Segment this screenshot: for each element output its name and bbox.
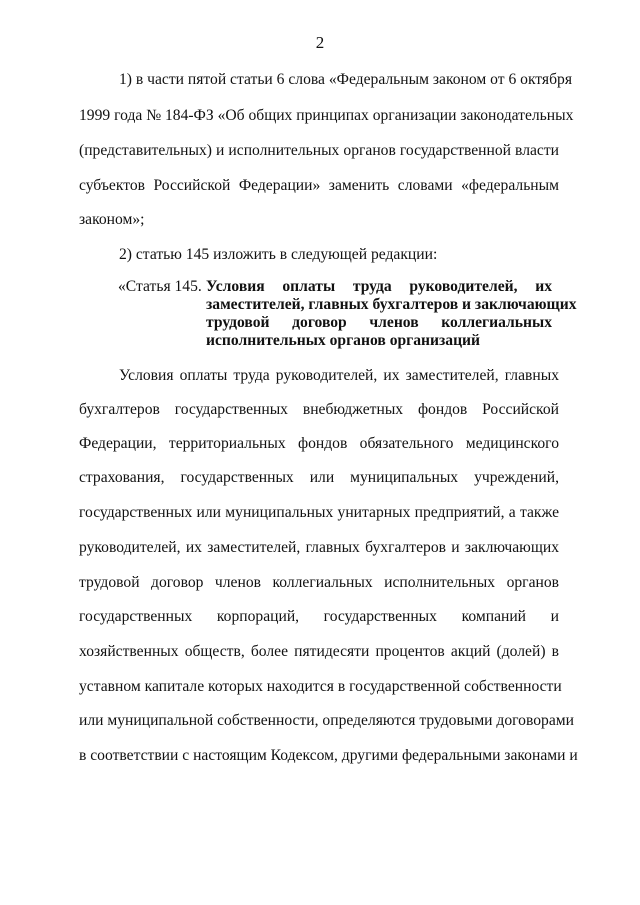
paragraph-line: государственных корпораций, государственных компаний и (79, 608, 559, 625)
paragraph-line: бухгалтеров государственных внебюджетных фондов Российской (79, 401, 559, 418)
paragraph-line: (представительных) и исполнительных органов государственной власти (79, 142, 559, 159)
article-heading-line: заместителей, главных бухгалтеров и заключающих (206, 296, 577, 313)
paragraph-line: хозяйственных обществ, более пятидесяти процентов акций (долей) в (79, 643, 559, 660)
paragraph-line: уставном капитале которых находится в государственной собственности (79, 678, 562, 695)
paragraph-line: законом»; (79, 211, 145, 228)
article-heading-line: Условия оплаты труда руководителей, их (206, 278, 552, 295)
paragraph-2: 2) статью 145 изложить в следующей редакции: (119, 246, 438, 263)
paragraph-line: или муниципальной собственности, определяются трудовыми договорами (79, 712, 574, 729)
paragraph-line: руководителей, их заместителей, главных бухгалтеров и заключающих (79, 539, 559, 556)
paragraph-line: Условия оплаты труда руководителей, их заместителей, главных (119, 367, 559, 384)
paragraph-line: страхования, государственных или муниципальных учреждений, (79, 469, 559, 486)
article-label: «Статья 145. (118, 278, 202, 295)
paragraph-line: государственных или муниципальных унитарных предприятий, а также (79, 504, 559, 521)
paragraph-line: 1) в части пятой статьи 6 слова «Федеральным законом от 6 октября (119, 71, 572, 88)
paragraph-line: в соответствии с настоящим Кодексом, другими федеральными законами и (79, 747, 578, 764)
paragraph-line: Федерации, территориальных фондов обязательного медицинского (79, 435, 559, 452)
page-number: 2 (315, 33, 325, 52)
paragraph-line: 1999 года № 184-ФЗ «Об общих принципах организации законодательных (79, 107, 574, 124)
article-heading-line: трудовой договор членов коллегиальных (206, 314, 552, 331)
article-heading-line: исполнительных органов организаций (206, 332, 481, 349)
paragraph-line: трудовой договор членов коллегиальных исполнительных органов (79, 574, 559, 591)
paragraph-line: субъектов Российской Федерации» заменить словами «федеральным (79, 177, 559, 194)
